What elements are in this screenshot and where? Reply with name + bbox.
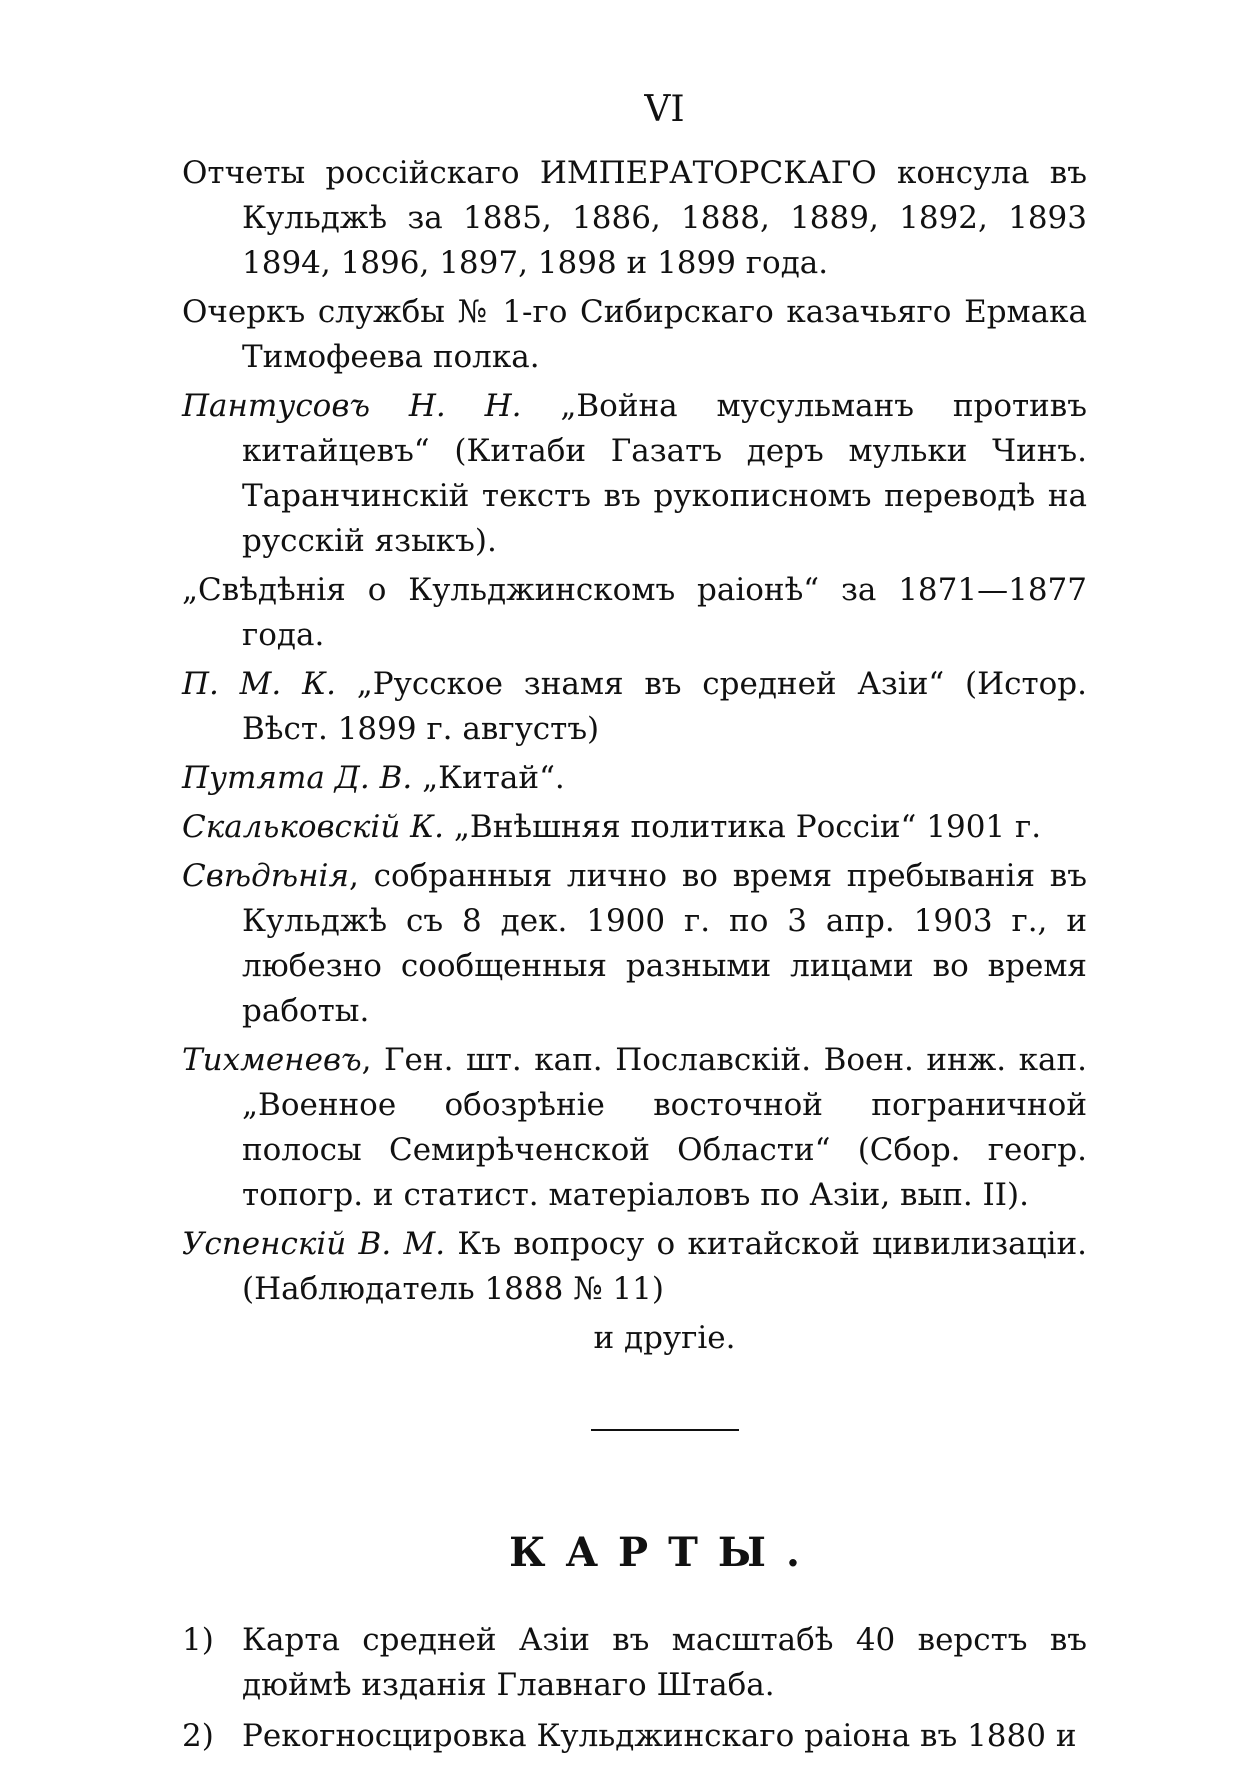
page-number: VI (644, 89, 685, 130)
source-author: Тихменевъ (182, 1042, 362, 1078)
page (182, 85, 1087, 1765)
map-item (182, 1714, 1087, 1759)
map-item-number: 1) (182, 1622, 214, 1658)
source-entry (182, 756, 1087, 801)
source-entry (182, 854, 1087, 1034)
section-divider (591, 1429, 739, 1431)
source-text: Очеркъ службы № 1-го Сибирскаго казачьяго Ермака Тимофеева полка. (182, 294, 1087, 375)
source-author: Успенскій В. М. (182, 1226, 446, 1262)
source-author: Свѣдѣнія (182, 858, 349, 894)
source-text: Къ вопросу о китайской цивилизаціи. (Наблюдатель 1888 № 11) (242, 1226, 1087, 1307)
map-item-number: 2) (182, 1718, 214, 1754)
source-text: „Война мусульманъ противъ китайцевъ“ (Китаби Газатъ деръ мульки Чинъ. Таранчинскій текстъ въ рукописномъ переводѣ на русскій языкъ). (242, 388, 1087, 559)
source-text: „Свѣдѣнія о Кульджинскомъ раіонѣ“ за 1871—1877 года. (182, 572, 1087, 653)
source-author: Путята Д. В. (182, 760, 413, 796)
source-text: , Ген. шт. кап. Пославскій. Воен. инж. кап. „Военное обозрѣніе восточной пограничной полосы Семирѣченской Области“ (Сбор. геогр. топогр. и статист. матеріаловъ по Азіи, вып. II). (242, 1042, 1087, 1213)
source-entry (182, 151, 1087, 286)
source-author: П. М. К. (182, 666, 336, 702)
source-text: „Русское знамя въ средней Азіи“ (Истор. Вѣст. 1899 г. августъ) (242, 666, 1088, 747)
map-item-text: Рекогносцировка Кульджинскаго раіона въ 1880 и (242, 1718, 1077, 1754)
source-entry (182, 290, 1087, 380)
map-item-text: Карта средней Азіи въ масштабѣ 40 верстъ въ дюймѣ изданія Главнаго Штаба. (242, 1622, 1087, 1703)
source-entry (182, 384, 1087, 564)
source-entry (182, 805, 1087, 850)
source-entry (182, 662, 1087, 752)
source-text: „Внѣшняя политика Россіи“ 1901 г. (444, 809, 1042, 845)
source-author: Скальковскій К. (182, 809, 445, 845)
source-entry (182, 568, 1087, 658)
source-text: , собранныя лично во время пребыванія въ Кульджѣ съ 8 дек. 1900 г. по 3 апр. 1903 г., и любезно сообщенныя разными лицами во время работы. (242, 858, 1087, 1029)
source-text: Отчеты россійскаго ИМПЕРАТОРСКАГО консула въ Кульджѣ за 1885, 1886, 1888, 1889, 1892, 1893 1894, 1896, 1897, 1898 и 1899 года. (182, 155, 1087, 281)
source-entry (182, 1222, 1087, 1312)
source-text: „Китай“. (412, 760, 565, 796)
map-item (182, 1618, 1087, 1708)
source-author: Пантусовъ Н. Н. (182, 388, 522, 424)
maps-section-title: КАРТЫ. (509, 1529, 820, 1576)
closing-text: и другіе. (593, 1320, 736, 1356)
source-entry (182, 1038, 1087, 1218)
